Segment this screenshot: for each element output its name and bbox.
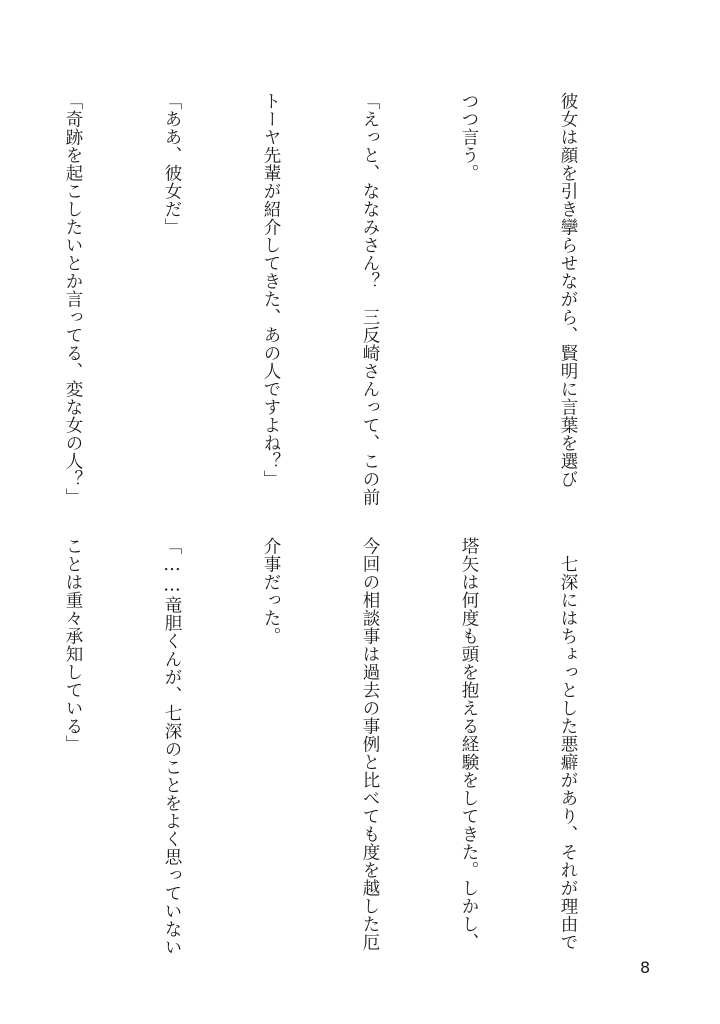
text-line: 今回の相談事は過去の事例と比べても度を越した厄	[360, 537, 380, 951]
text-block-lower	[63, 537, 650, 956]
text-block-upper	[63, 92, 650, 510]
text-line: 「えっと、ななみさん？ 三反崎さんって、この前	[360, 92, 380, 506]
text-line: 塔矢は何度も頭を抱える経験をしてきた。しかし、	[459, 537, 479, 951]
text-line: つつ言う。	[459, 92, 479, 182]
text-line: 「ああ、彼女だ」	[162, 92, 182, 236]
text-line: 「……竜胆くんが、七深のことをよく思っていない	[162, 537, 182, 956]
text-line: ことは重々承知している」	[63, 537, 83, 753]
text-line: 彼女は顔を引き攣らせながら、賢明に言葉を選び	[558, 92, 578, 488]
text-line: 七深にはちょっとした悪癖があり、それが理由で	[558, 537, 578, 951]
text-line: 「奇跡を起こしたいとか言ってる、変な女の人？」	[63, 92, 83, 506]
text-line: 介事だった。	[261, 537, 281, 645]
text-line: トーヤ先輩が紹介してきた、あの人ですよね？」	[261, 92, 281, 488]
page-number: 8	[640, 958, 651, 977]
